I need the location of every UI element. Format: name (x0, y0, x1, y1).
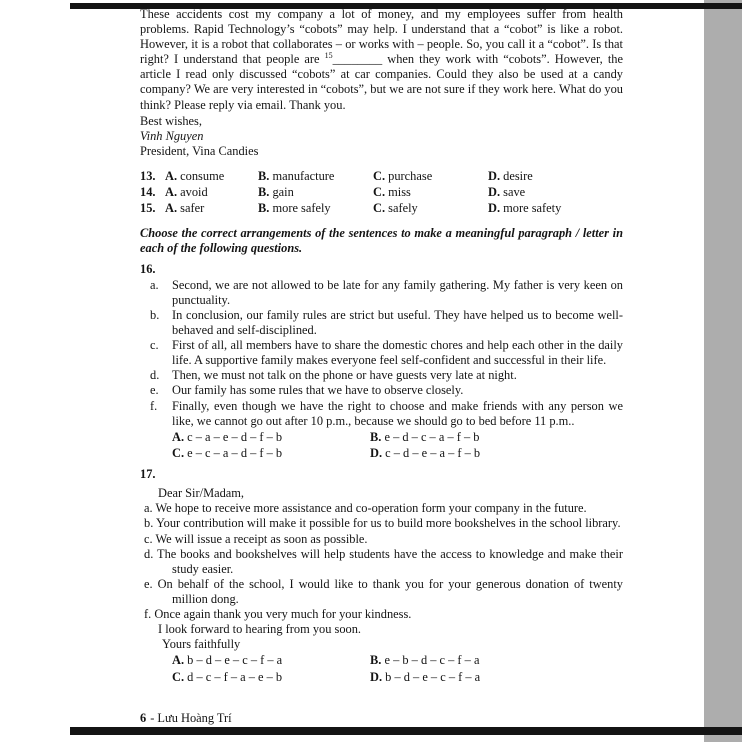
option-letter: C. (373, 185, 386, 200)
best-wishes-line: Best wishes, (140, 113, 202, 128)
option-text: save (503, 185, 526, 200)
option-letter: B. (258, 185, 270, 200)
question-17-number: 17. (140, 467, 156, 482)
sentence-item-f (140, 399, 623, 429)
sentence-item-d (140, 547, 623, 577)
answer-option (258, 200, 373, 216)
intro-text-before-blank: These accidents cost my company a lot of money, and my employees suffer from health problems. Rapid Technology’s “cobots” may help. I understand that a “cobot” is like a robot. However, it is a robot that collaborates – or works with – people. So, you call it a “cobot”. Is that right? I understand that people are (140, 7, 623, 67)
intro-text-after-blank: when they work with “cobots”. However, the article I read only discussed “cobots” at car companies. Could they also be used at a candy company? We are very interested in “cobots”, but we are not sure if they work here. What do you think? Please reply via email. Thank you. (140, 52, 623, 112)
answer-option (488, 200, 623, 216)
scan-edge-bottom (70, 727, 742, 735)
letter-closing-line: I look forward to hearing from you soon. (158, 622, 362, 637)
answer-option (370, 429, 623, 445)
sentence-text: Finally, even though we have the right to choose and make friends with any person we like, we cannot go out after 10 p.m., because we should go to bed before 11 p.m.. (172, 398, 623, 428)
page-content (140, 7, 623, 685)
answer-row (172, 669, 623, 685)
answer-option (172, 669, 370, 685)
letter-signoff: Yours faithfully (162, 637, 241, 652)
option-text: safer (180, 201, 205, 216)
option-letter: D. (488, 185, 501, 200)
option-letter: D. (488, 201, 501, 216)
option-letter: A. (165, 168, 178, 183)
option-text: safely (388, 201, 418, 216)
sentence-item-c (140, 338, 623, 368)
option-text: d – c – f – a – e – b (187, 669, 283, 684)
option-letter: C. (373, 168, 386, 183)
option-text: e – b – d – c – f – a (384, 653, 480, 668)
option-letter: B. (370, 429, 382, 444)
answer-option (165, 168, 258, 184)
option-letter: D. (370, 445, 383, 460)
signature-name: Vinh Nguyen (140, 128, 204, 143)
sentence-item-e (140, 383, 623, 398)
option-text: miss (388, 185, 411, 200)
sentence-letter: c. (144, 531, 153, 546)
option-letter: D. (488, 168, 501, 183)
sentence-text: Second, we are not allowed to be late for any family gathering. My father is very keen on punctuality. (172, 277, 623, 307)
option-letter: C. (373, 201, 386, 216)
sentence-item-b (140, 516, 623, 531)
answer-option (172, 445, 370, 461)
sentence-text: Your contribution will make it possible for us to build more bookshelves in the school library. (155, 516, 621, 531)
option-text: more safely (272, 201, 331, 216)
option-text: b – d – e – c – f – a (187, 653, 283, 668)
sentence-text: Then, we must not talk on the phone or have guests very late at night. (172, 368, 517, 383)
question-number: 15. (140, 201, 156, 216)
answer-option (373, 200, 488, 216)
sentence-item-a (140, 501, 623, 516)
answer-option (488, 184, 623, 200)
sentence-text: The books and bookshelves will help students have the access to knowledge and make their study easier. (157, 546, 623, 576)
answer-option (172, 429, 370, 445)
sentence-text: On behalf of the school, I would like to thank you for your generous donation of twenty million dong. (157, 576, 623, 606)
answer-option (258, 184, 373, 200)
answer-option (165, 184, 258, 200)
option-letter: A. (172, 429, 185, 444)
option-text: more safety (503, 201, 562, 216)
sentence-text: We hope to receive more assistance and co-operation form your company in the future. (155, 501, 587, 516)
sentence-item-b (140, 308, 623, 338)
option-letter: A. (172, 653, 185, 668)
page-number: 6 (140, 711, 147, 725)
sentence-letter: f. (144, 607, 152, 622)
question-17-sentences (140, 501, 623, 622)
sentence-item-a (140, 278, 623, 308)
letter-closing (140, 114, 623, 159)
sentence-letter: f. (150, 398, 158, 413)
answer-option (172, 652, 370, 668)
option-text: purchase (388, 168, 433, 183)
answer-row (172, 652, 623, 668)
option-letter: C. (172, 445, 185, 460)
option-text: c – a – e – d – f – b (187, 429, 283, 444)
answer-option (370, 445, 623, 461)
sentence-text: We will issue a receipt as soon as possible. (155, 531, 368, 546)
sentence-text: Once again thank you very much for your kindness. (154, 607, 412, 622)
question-number: 13. (140, 168, 156, 183)
sentence-text: In conclusion, our family rules are strict but useful. They have helped us to become well-behaved and self-disciplined. (172, 308, 623, 338)
sentence-letter: c. (150, 338, 159, 353)
sentence-item-c (140, 532, 623, 547)
option-letter: A. (165, 201, 178, 216)
option-text: desire (503, 168, 533, 183)
sentence-letter: d. (150, 368, 160, 383)
option-text: manufacture (272, 168, 335, 183)
sentence-item-d (140, 368, 623, 383)
answer-option (370, 669, 623, 685)
answer-row (172, 445, 623, 461)
option-letter: A. (165, 185, 178, 200)
answer-option (258, 168, 373, 184)
option-text: avoid (180, 185, 208, 200)
option-letter: B. (258, 168, 270, 183)
sentence-item-e (140, 577, 623, 607)
option-text: consume (180, 168, 225, 183)
sentence-letter: b. (150, 308, 160, 323)
option-letter: D. (370, 669, 383, 684)
blank-line: ________ (332, 52, 383, 67)
question-16-answers (140, 429, 623, 461)
question-16-sentences (140, 278, 623, 429)
sentence-letter: e. (144, 576, 153, 591)
answer-option (373, 168, 488, 184)
intro-paragraph (140, 7, 623, 113)
questions-13-15 (140, 168, 623, 217)
question-row-13 (140, 168, 623, 184)
answer-row (172, 429, 623, 445)
question-row-14 (140, 184, 623, 200)
option-letter: B. (258, 201, 270, 216)
answer-option (370, 652, 623, 668)
answer-option (373, 184, 488, 200)
option-text: e – d – c – a – f – b (384, 429, 480, 444)
footer-author: - Lưu Hoàng Trí (150, 711, 232, 725)
option-text: c – d – e – a – f – b (385, 445, 481, 460)
option-letter: C. (172, 669, 185, 684)
blank-number-15: 15 (324, 51, 333, 61)
sentence-text: First of all, all members have to share the domestic chores and help each other in the daily life. A supportive family makes everyone feel self-confident and successful in their life. (172, 338, 623, 368)
question-row-15 (140, 200, 623, 216)
page-footer (140, 711, 232, 726)
option-text: gain (272, 185, 294, 200)
section-instruction: Choose the correct arrangements of the sentences to make a meaningful paragraph / letter in each of the following questions. (140, 225, 623, 255)
sentence-letter: e. (150, 383, 159, 398)
option-text: e – c – a – d – f – b (187, 445, 283, 460)
answer-option (488, 168, 623, 184)
signature-title: President, Vina Candies (140, 143, 259, 158)
sentence-text: Our family has some rules that we have to observe closely. (172, 383, 464, 398)
sentence-letter: a. (144, 501, 153, 516)
option-text: b – d – e – c – f – a (385, 669, 481, 684)
sentence-letter: b. (144, 516, 154, 531)
sentence-item-f (140, 607, 623, 622)
sentence-letter: a. (150, 277, 159, 292)
letter-salutation: Dear Sir/Madam, (158, 486, 245, 501)
sentence-letter: d. (144, 546, 154, 561)
scan-edge-right (704, 0, 742, 742)
question-16-number: 16. (140, 261, 156, 276)
answer-option (165, 200, 258, 216)
option-letter: B. (370, 653, 382, 668)
question-number: 14. (140, 185, 156, 200)
question-17-answers (140, 652, 623, 684)
